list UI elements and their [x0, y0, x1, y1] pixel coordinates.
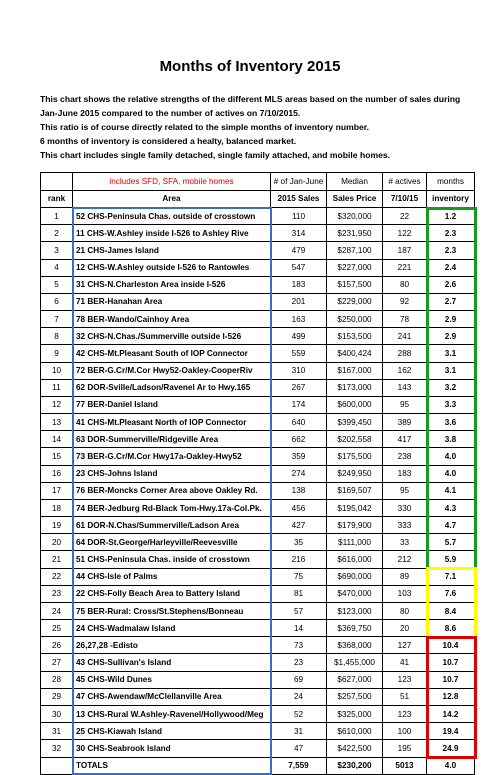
table-cell-area: 24 CHS-Wadmalaw Island — [73, 620, 271, 637]
table-cell-rank: 25 — [41, 620, 73, 637]
table-cell-rank: 23 — [41, 585, 73, 602]
table-cell-rank: 28 — [41, 671, 73, 688]
table-cell-rank: 11 — [41, 379, 73, 396]
table-cell-area: 44 CHS-Isle of Palms — [73, 568, 271, 585]
header-median-bottom: Sales Price — [327, 190, 383, 208]
totals-row — [41, 757, 475, 774]
table-cell-area: 23 CHS-Johns Island — [73, 465, 271, 482]
table-cell-sales: 57 — [271, 602, 327, 619]
header-note: includes SFD, SFA, mobile homes — [73, 173, 271, 191]
table-cell-rank: 14 — [41, 431, 73, 448]
table-row — [41, 345, 475, 362]
table-cell-median: $229,000 — [327, 293, 383, 310]
table-cell-actives: 221 — [383, 259, 427, 276]
table-cell-months: 10.7 — [427, 654, 475, 671]
table-cell-area: 75 BER-Rural: Cross/St.Stephens/Bonneau — [73, 602, 271, 619]
table-cell-sales: 640 — [271, 414, 327, 431]
table-cell-actives: 100 — [383, 723, 427, 740]
table-row — [41, 654, 475, 671]
table-cell-rank: 16 — [41, 465, 73, 482]
table-cell-months: 2.6 — [427, 276, 475, 293]
table-cell-months: 3.1 — [427, 345, 475, 362]
table-cell-sales: 73 — [271, 637, 327, 654]
table-cell-months: 3.2 — [427, 379, 475, 396]
table-cell-sales: 183 — [271, 276, 327, 293]
table-row — [41, 517, 475, 534]
table-cell-median: $627,000 — [327, 671, 383, 688]
table-cell-rank: 24 — [41, 602, 73, 619]
table-cell-actives: 20 — [383, 620, 427, 637]
intro-line: This chart includes single family detached, single family attached, and mobile homes. — [40, 148, 490, 162]
table-cell-months: 4.7 — [427, 517, 475, 534]
table-cell-area: 64 DOR-St.George/Harleyville/Reevesville — [73, 534, 271, 551]
table-row — [41, 276, 475, 293]
table-cell-sales: 310 — [271, 362, 327, 379]
table-cell-rank: 21 — [41, 551, 73, 568]
table-cell-rank: 9 — [41, 345, 73, 362]
totals-blank — [41, 757, 73, 774]
table-cell-months: 4.1 — [427, 482, 475, 499]
table-row — [41, 448, 475, 465]
table-cell-median: $1,455,000 — [327, 654, 383, 671]
table-cell-median: $610,000 — [327, 723, 383, 740]
table-cell-sales: 81 — [271, 585, 327, 602]
header-sales-bottom: 2015 Sales — [271, 190, 327, 208]
table-cell-area: 25 CHS-Kiawah Island — [73, 723, 271, 740]
table-cell-sales: 138 — [271, 482, 327, 499]
table-cell-area: 32 CHS-N.Chas./Summerville outside I-526 — [73, 328, 271, 345]
table-cell-sales: 201 — [271, 293, 327, 310]
table-cell-rank: 2 — [41, 225, 73, 242]
header-rank: rank — [41, 190, 73, 208]
header-sales-top: # of Jan-June — [271, 173, 327, 191]
table-cell-sales: 14 — [271, 620, 327, 637]
table-cell-median: $325,000 — [327, 705, 383, 722]
table-cell-area: 22 CHS-Folly Beach Area to Battery Island — [73, 585, 271, 602]
table-cell-area: 42 CHS-Mt.Pleasant South of IOP Connector — [73, 345, 271, 362]
table-cell-area: 21 CHS-James Island — [73, 242, 271, 259]
table-row — [41, 482, 475, 499]
table-row — [41, 379, 475, 396]
table-row — [41, 499, 475, 516]
table-cell-rank: 18 — [41, 499, 73, 516]
table-cell-actives: 80 — [383, 276, 427, 293]
table-cell-area: 31 CHS-N.Charleston Area inside I-526 — [73, 276, 271, 293]
table-cell-median: $690,000 — [327, 568, 383, 585]
table-cell-sales: 559 — [271, 345, 327, 362]
table-cell-rank: 30 — [41, 705, 73, 722]
table-cell-sales: 267 — [271, 379, 327, 396]
table-cell-area: 45 CHS-Wild Dunes — [73, 671, 271, 688]
table-row — [41, 602, 475, 619]
table-cell-months: 5.9 — [427, 551, 475, 568]
table-cell-months: 12.8 — [427, 688, 475, 705]
totals-actives: 5013 — [383, 757, 427, 774]
table-cell-median: $368,000 — [327, 637, 383, 654]
intro-line: 6 months of inventory is considered a healty, balanced market. — [40, 134, 490, 148]
table-cell-sales: 52 — [271, 705, 327, 722]
table-row — [41, 208, 475, 225]
table-cell-area: 52 CHS-Peninsula Chas. outside of crosstown — [73, 208, 271, 225]
table-cell-sales: 662 — [271, 431, 327, 448]
table-cell-area: 26,27,28 -Edisto — [73, 637, 271, 654]
totals-median: $230,200 — [327, 757, 383, 774]
table-cell-months: 2.9 — [427, 328, 475, 345]
table-row — [41, 362, 475, 379]
table-cell-months: 14.2 — [427, 705, 475, 722]
header-blank — [41, 173, 73, 191]
table-row — [41, 688, 475, 705]
table-cell-months: 8.4 — [427, 602, 475, 619]
table-cell-rank: 12 — [41, 396, 73, 413]
table-cell-months: 2.3 — [427, 242, 475, 259]
table-cell-rank: 5 — [41, 276, 73, 293]
header-months-bottom: inventory — [427, 190, 475, 208]
table-cell-actives: 127 — [383, 637, 427, 654]
table-cell-area: 61 DOR-N.Chas/Summerville/Ladson Area — [73, 517, 271, 534]
table-cell-months: 5.7 — [427, 534, 475, 551]
table-cell-median: $195,042 — [327, 499, 383, 516]
table-cell-months: 8.6 — [427, 620, 475, 637]
table-cell-rank: 10 — [41, 362, 73, 379]
table-cell-rank: 15 — [41, 448, 73, 465]
table-row — [41, 620, 475, 637]
table-cell-area: 77 BER-Daniel Island — [73, 396, 271, 413]
table-cell-median: $257,500 — [327, 688, 383, 705]
table-cell-actives: 123 — [383, 671, 427, 688]
table-cell-area: 47 CHS-Awendaw/McClellanville Area — [73, 688, 271, 705]
table-cell-rank: 29 — [41, 688, 73, 705]
table-cell-median: $600,000 — [327, 396, 383, 413]
table-cell-actives: 212 — [383, 551, 427, 568]
table-cell-months: 4.0 — [427, 448, 475, 465]
table-cell-median: $167,000 — [327, 362, 383, 379]
table-cell-actives: 51 — [383, 688, 427, 705]
table-cell-median: $470,000 — [327, 585, 383, 602]
table-cell-median: $320,000 — [327, 208, 383, 225]
table-cell-months: 2.3 — [427, 225, 475, 242]
intro-text — [40, 92, 490, 162]
table-cell-median: $287,100 — [327, 242, 383, 259]
table-cell-actives: 41 — [383, 654, 427, 671]
table-cell-area: 41 CHS-Mt.Pleasant North of IOP Connector — [73, 414, 271, 431]
table-cell-actives: 143 — [383, 379, 427, 396]
table-cell-median: $157,500 — [327, 276, 383, 293]
table-row — [41, 293, 475, 310]
table-cell-actives: 183 — [383, 465, 427, 482]
table-row — [41, 551, 475, 568]
table-cell-median: $175,500 — [327, 448, 383, 465]
table-cell-months: 2.7 — [427, 293, 475, 310]
table-cell-rank: 22 — [41, 568, 73, 585]
table-cell-months: 3.8 — [427, 431, 475, 448]
totals-sales: 7,559 — [271, 757, 327, 774]
table-cell-actives: 123 — [383, 705, 427, 722]
table-cell-median: $422,500 — [327, 740, 383, 757]
table-cell-months: 2.4 — [427, 259, 475, 276]
table-cell-rank: 19 — [41, 517, 73, 534]
table-cell-actives: 92 — [383, 293, 427, 310]
table-row — [41, 225, 475, 242]
table-cell-sales: 274 — [271, 465, 327, 482]
table-cell-area: 71 BER-Hanahan Area — [73, 293, 271, 310]
table-row — [41, 705, 475, 722]
table-cell-months: 1.2 — [427, 208, 475, 225]
table-cell-months: 24.9 — [427, 740, 475, 757]
table-cell-area: 51 CHS-Peninsula Chas. inside of crosstown — [73, 551, 271, 568]
header-months-top: months — [427, 173, 475, 191]
table-cell-months: 10.7 — [427, 671, 475, 688]
header-median-top: Median — [327, 173, 383, 191]
table-row — [41, 328, 475, 345]
table-cell-rank: 6 — [41, 293, 73, 310]
table-row — [41, 568, 475, 585]
table-cell-rank: 31 — [41, 723, 73, 740]
page-title: Months of Inventory 2015 — [0, 58, 500, 75]
table-cell-actives: 238 — [383, 448, 427, 465]
table-cell-median: $202,558 — [327, 431, 383, 448]
table-cell-actives: 22 — [383, 208, 427, 225]
table-cell-months: 19.4 — [427, 723, 475, 740]
table-cell-actives: 389 — [383, 414, 427, 431]
header-area: Area — [73, 190, 271, 208]
table-cell-area: 72 BER-G.Cr/M.Cor Hwy52-Oakley-CooperRiv — [73, 362, 271, 379]
table-row — [41, 585, 475, 602]
table-cell-area: 63 DOR-Summerville/Ridgeville Area — [73, 431, 271, 448]
table-cell-rank: 32 — [41, 740, 73, 757]
table-cell-actives: 417 — [383, 431, 427, 448]
table-cell-median: $250,000 — [327, 311, 383, 328]
table-cell-sales: 75 — [271, 568, 327, 585]
table-cell-actives: 103 — [383, 585, 427, 602]
table-cell-actives: 330 — [383, 499, 427, 516]
table-cell-area: 13 CHS-Rural W.Ashley-Ravenel/Hollywood/Meg — [73, 705, 271, 722]
totals-months: 4.0 — [427, 757, 475, 774]
table-cell-months: 4.0 — [427, 465, 475, 482]
table-cell-actives: 241 — [383, 328, 427, 345]
table-cell-actives: 122 — [383, 225, 427, 242]
table-cell-actives: 33 — [383, 534, 427, 551]
table-cell-median: $400,424 — [327, 345, 383, 362]
table-row — [41, 242, 475, 259]
header-row-2 — [41, 190, 475, 208]
table-cell-sales: 314 — [271, 225, 327, 242]
totals-label: TOTALS — [73, 757, 271, 774]
table-cell-rank: 17 — [41, 482, 73, 499]
table-cell-rank: 20 — [41, 534, 73, 551]
table-cell-median: $399,450 — [327, 414, 383, 431]
table-cell-sales: 359 — [271, 448, 327, 465]
table-cell-actives: 95 — [383, 482, 427, 499]
table-cell-months: 7.6 — [427, 585, 475, 602]
table-cell-area: 78 BER-Wando/Cainhoy Area — [73, 311, 271, 328]
table-row — [41, 431, 475, 448]
table-cell-actives: 187 — [383, 242, 427, 259]
table-cell-median: $249,950 — [327, 465, 383, 482]
table-cell-sales: 499 — [271, 328, 327, 345]
table-row — [41, 259, 475, 276]
table-cell-sales: 216 — [271, 551, 327, 568]
table-cell-sales: 174 — [271, 396, 327, 413]
table-cell-actives: 195 — [383, 740, 427, 757]
table-cell-sales: 35 — [271, 534, 327, 551]
table-cell-actives: 80 — [383, 602, 427, 619]
table-cell-sales: 479 — [271, 242, 327, 259]
table-cell-rank: 7 — [41, 311, 73, 328]
table-cell-sales: 47 — [271, 740, 327, 757]
table-row — [41, 740, 475, 757]
table-row — [41, 311, 475, 328]
table-cell-rank: 26 — [41, 637, 73, 654]
table-cell-area: 62 DOR-Sville/Ladson/Ravenel Ar to Hwy.165 — [73, 379, 271, 396]
table-cell-actives: 95 — [383, 396, 427, 413]
table-cell-actives: 333 — [383, 517, 427, 534]
intro-line: This chart shows the relative strengths of the different MLS areas based on the number of sales during — [40, 92, 490, 106]
table-cell-actives: 162 — [383, 362, 427, 379]
header-actives-bottom: 7/10/15 — [383, 190, 427, 208]
table-row — [41, 723, 475, 740]
table-cell-months: 3.3 — [427, 396, 475, 413]
table-cell-sales: 23 — [271, 654, 327, 671]
table-row — [41, 534, 475, 551]
table-cell-months: 2.9 — [427, 311, 475, 328]
table-cell-median: $231,950 — [327, 225, 383, 242]
table-row — [41, 465, 475, 482]
table-row — [41, 637, 475, 654]
table-cell-sales: 69 — [271, 671, 327, 688]
table-cell-actives: 288 — [383, 345, 427, 362]
table-row — [41, 414, 475, 431]
table-cell-median: $111,000 — [327, 534, 383, 551]
table-row — [41, 396, 475, 413]
table-cell-rank: 13 — [41, 414, 73, 431]
table-cell-area: 76 BER-Moncks Corner Area above Oakley Rd. — [73, 482, 271, 499]
header-row-1 — [41, 173, 475, 191]
table-cell-area: 12 CHS-W.Ashley outside I-526 to Rantowles — [73, 259, 271, 276]
table-cell-area: 43 CHS-Sullivan's Island — [73, 654, 271, 671]
table-cell-sales: 547 — [271, 259, 327, 276]
table-cell-area: 11 CHS-W.Ashley inside I-526 to Ashley Rive — [73, 225, 271, 242]
table-cell-rank: 3 — [41, 242, 73, 259]
inventory-table — [40, 172, 475, 775]
table-cell-months: 4.3 — [427, 499, 475, 516]
table-cell-area: 30 CHS-Seabrook Island — [73, 740, 271, 757]
table-cell-median: $616,000 — [327, 551, 383, 568]
table-cell-rank: 27 — [41, 654, 73, 671]
table-cell-sales: 427 — [271, 517, 327, 534]
intro-line: Jan-June 2015 compared to the number of actives on 7/10/2015. — [40, 106, 490, 120]
table-cell-months: 3.1 — [427, 362, 475, 379]
table-cell-median: $179,900 — [327, 517, 383, 534]
table-cell-sales: 163 — [271, 311, 327, 328]
table-cell-rank: 8 — [41, 328, 73, 345]
table-cell-median: $123,000 — [327, 602, 383, 619]
table-cell-months: 7.1 — [427, 568, 475, 585]
table-cell-months: 3.6 — [427, 414, 475, 431]
header-actives-top: # actives — [383, 173, 427, 191]
table-cell-months: 10.4 — [427, 637, 475, 654]
table-cell-sales: 31 — [271, 723, 327, 740]
table-cell-median: $227,000 — [327, 259, 383, 276]
table-cell-area: 74 BER-Jedburg Rd-Black Tom-Hwy.17a-Col.Pk. — [73, 499, 271, 516]
table-cell-median: $169,507 — [327, 482, 383, 499]
table-cell-rank: 4 — [41, 259, 73, 276]
table-cell-sales: 110 — [271, 208, 327, 225]
table-cell-sales: 456 — [271, 499, 327, 516]
table-cell-actives: 89 — [383, 568, 427, 585]
table-cell-actives: 78 — [383, 311, 427, 328]
table-cell-sales: 24 — [271, 688, 327, 705]
table-cell-median: $153,500 — [327, 328, 383, 345]
intro-line: This ratio is of course directly related to the simple months of inventory number. — [40, 120, 490, 134]
table-cell-rank: 1 — [41, 208, 73, 225]
table-cell-median: $369,750 — [327, 620, 383, 637]
table-cell-median: $173,000 — [327, 379, 383, 396]
table-cell-area: 73 BER-G.Cr/M.Cor Hwy17a-Oakley-Hwy52 — [73, 448, 271, 465]
